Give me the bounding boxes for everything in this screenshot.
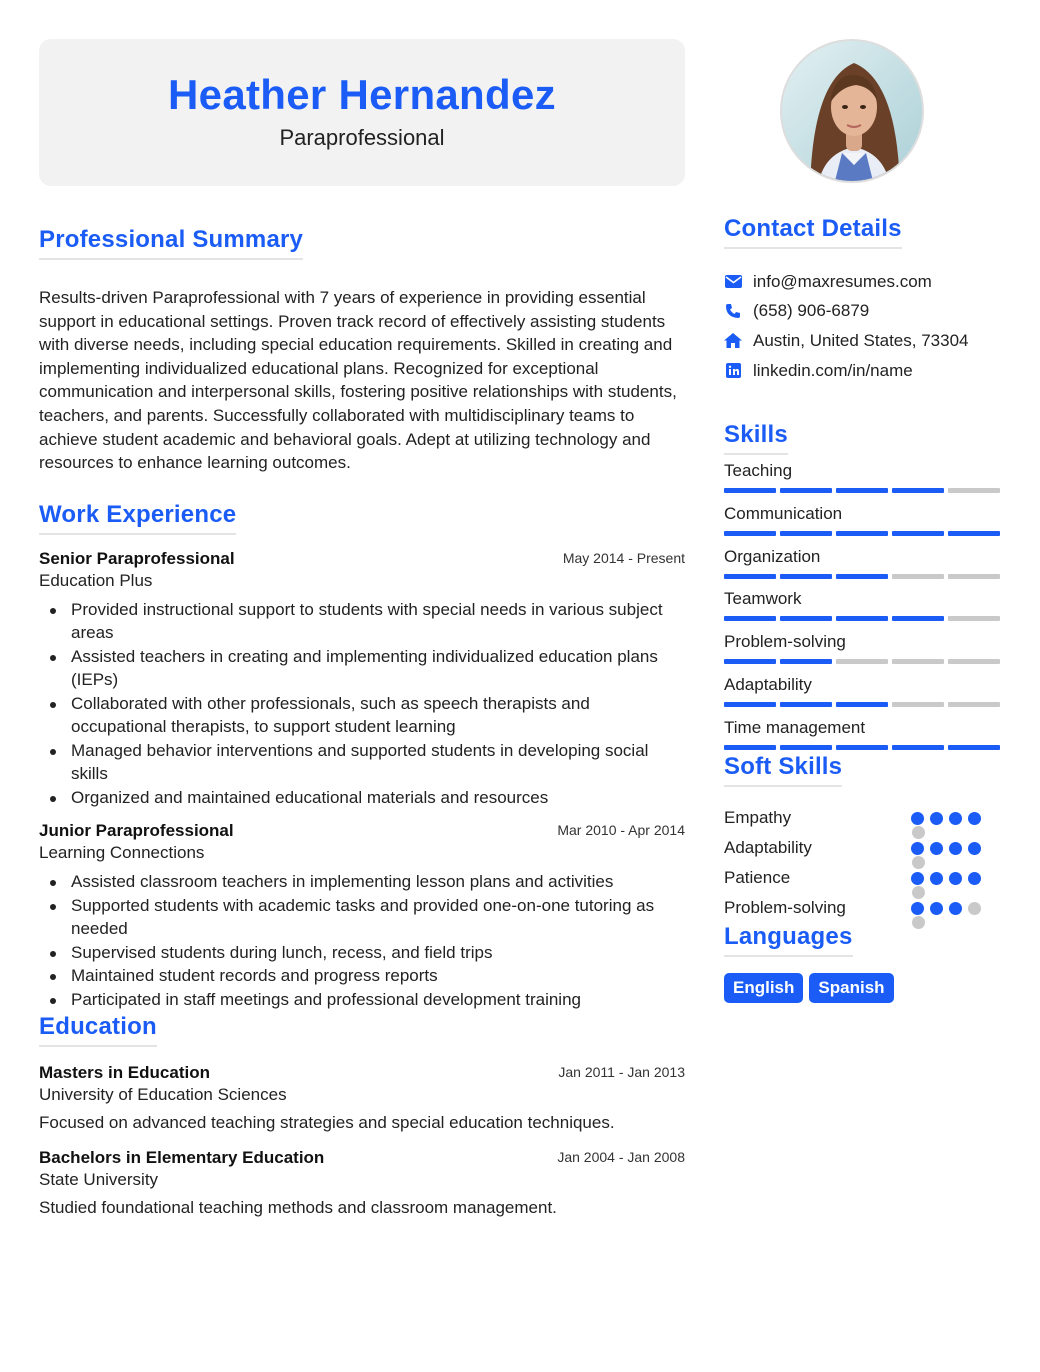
- rating-dot: [949, 902, 962, 915]
- education-dates: Jan 2011 - Jan 2013: [558, 1064, 685, 1081]
- soft-skill-item: [724, 863, 1000, 893]
- skill-level-segment: [836, 488, 888, 493]
- contact-address-text: Austin, United States, 73304: [753, 330, 969, 350]
- skill-item: [724, 455, 1000, 498]
- soft-skill-rating: [911, 902, 981, 915]
- skill-level-segment: [892, 574, 944, 579]
- contact-phone[interactable]: [724, 297, 1000, 327]
- education-description: Studied foundational teaching methods and classroom management.: [39, 1198, 557, 1218]
- degree-title: Masters in Education: [39, 1063, 210, 1083]
- skill-level-segment: [948, 659, 1000, 664]
- skill-level-segment: [836, 702, 888, 707]
- summary-heading: Professional Summary: [39, 226, 303, 260]
- job-bullet: Assisted teachers in creating and implementing individualized education plans (IEPs): [71, 645, 685, 692]
- skill-level-segment: [780, 702, 832, 707]
- skill-level-segment: [948, 488, 1000, 493]
- main-column: [39, 39, 685, 1218]
- skill-level-segment: [724, 745, 776, 750]
- skill-name: Teamwork: [724, 589, 802, 609]
- job-company: Education Plus: [39, 570, 153, 590]
- skill-item: [724, 498, 1000, 541]
- job-bullet: Participated in staff meetings and professional development training: [71, 988, 685, 1012]
- languages-list: [724, 973, 1000, 1003]
- contact-email-text: info@maxresumes.com: [753, 271, 932, 291]
- soft-skill-item: [724, 833, 1000, 863]
- skill-level-segment: [724, 659, 776, 664]
- side-column: [724, 39, 1000, 1003]
- skill-level-segment: [892, 702, 944, 707]
- soft-skill-name: Problem-solving: [724, 898, 846, 918]
- language-badge: Spanish: [809, 973, 893, 1003]
- skill-level-segment: [892, 531, 944, 536]
- portrait-illustration: [782, 41, 924, 183]
- job-bullets: [39, 598, 685, 810]
- job-bullet: Supported students with academic tasks and provided one-on-one tutoring as needed: [71, 894, 685, 941]
- profile-photo: [780, 39, 924, 183]
- skill-level-bar: [724, 745, 1000, 750]
- skill-level-segment: [724, 488, 776, 493]
- soft-skill-item: [724, 803, 1000, 833]
- job-bullet: Assisted classroom teachers in implementing lesson plans and activities: [71, 870, 685, 894]
- soft-skill-rating: [911, 872, 981, 885]
- education-dates: Jan 2004 - Jan 2008: [557, 1149, 685, 1166]
- rating-dot: [911, 812, 924, 825]
- rating-dot: [949, 812, 962, 825]
- work-heading: Work Experience: [39, 501, 236, 535]
- skill-level-segment: [836, 745, 888, 750]
- skill-level-segment: [892, 488, 944, 493]
- skill-item: [724, 712, 1000, 755]
- skill-level-segment: [948, 616, 1000, 621]
- skill-level-bar: [724, 659, 1000, 664]
- languages-heading: Languages: [724, 923, 853, 957]
- contact-email[interactable]: [724, 267, 1000, 297]
- skill-name: Time management: [724, 717, 866, 737]
- skill-level-segment: [780, 574, 832, 579]
- education-description: Focused on advanced teaching strategies and special education techniques.: [39, 1113, 615, 1133]
- soft-skills-heading: Soft Skills: [724, 753, 842, 787]
- envelope-icon: [724, 273, 742, 291]
- job-title: Junior Paraprofessional: [39, 821, 234, 841]
- skill-level-bar: [724, 574, 1000, 579]
- soft-skill-rating: [911, 812, 981, 825]
- skill-item: [724, 583, 1000, 626]
- skill-level-segment: [780, 745, 832, 750]
- job-company: Learning Connections: [39, 843, 205, 863]
- school-name: State University: [39, 1170, 159, 1190]
- job-bullet: Provided instructional support to students with special needs in various subject areas: [71, 598, 685, 645]
- home-icon: [724, 332, 742, 350]
- job-bullet: Managed behavior interventions and supported students in developing social skills: [71, 739, 685, 786]
- rating-dot: [968, 902, 981, 915]
- skill-name: Communication: [724, 504, 843, 524]
- soft-skill-name: Patience: [724, 868, 791, 888]
- job-dates: Mar 2010 - Apr 2014: [557, 822, 685, 839]
- contact-list: [724, 267, 1000, 385]
- rating-dot: [930, 842, 943, 855]
- job-dates: May 2014 - Present: [562, 549, 685, 566]
- skill-level-segment: [780, 531, 832, 536]
- skill-level-segment: [836, 574, 888, 579]
- skill-level-segment: [724, 574, 776, 579]
- job-bullet: Organized and maintained educational materials and resources: [71, 786, 685, 810]
- skill-level-segment: [780, 616, 832, 621]
- contact-linkedin[interactable]: [724, 356, 1000, 386]
- soft-skill-name: Adaptability: [724, 838, 812, 858]
- job-bullet: Maintained student records and progress reports: [71, 964, 685, 988]
- skill-item: [724, 669, 1000, 712]
- job-bullet: Supervised students during lunch, recess, and field trips: [71, 941, 685, 965]
- skill-level-segment: [836, 659, 888, 664]
- skills-heading: Skills: [724, 421, 788, 455]
- skill-level-segment: [724, 531, 776, 536]
- rating-dot: [949, 842, 962, 855]
- education-heading: Education: [39, 1013, 157, 1047]
- job-entry: [39, 549, 685, 810]
- skill-level-bar: [724, 616, 1000, 621]
- skill-level-segment: [892, 659, 944, 664]
- skill-name: Teaching: [724, 461, 793, 481]
- skill-level-bar: [724, 488, 1000, 493]
- rating-dot: [930, 872, 943, 885]
- rating-dot: [911, 842, 924, 855]
- skill-level-segment: [892, 616, 944, 621]
- soft-skill-item: [724, 893, 1000, 923]
- rating-dot: [968, 842, 981, 855]
- summary-text: Results-driven Paraprofessional with 7 years of experience in providing essential support in educational settings. Proven track record of effectively assisting students with diverse needs, including special education requirements. Skilled in creating and implementing individualized educational plans. Recognized for exceptional communication and interpersonal skills, fostering positive relationships with students, teachers, and parents. Successfully collaborated with multidisciplinary teams to achieve student academic and behavioral goals. Adept at utilizing technology and resources to enhance learning outcomes.: [39, 288, 677, 473]
- skill-name: Organization: [724, 546, 821, 566]
- skill-level-segment: [948, 702, 1000, 707]
- school-name: University of Education Sciences: [39, 1085, 287, 1105]
- skill-level-segment: [836, 531, 888, 536]
- rating-dot: [911, 872, 924, 885]
- soft-skills-list: [724, 803, 1000, 923]
- skill-level-bar: [724, 531, 1000, 536]
- contact-heading: Contact Details: [724, 215, 902, 249]
- skill-level-bar: [724, 702, 1000, 707]
- soft-skill-rating: [911, 842, 981, 855]
- job-entry: [39, 821, 685, 1011]
- education-entry: [39, 1063, 685, 1133]
- skill-level-segment: [836, 616, 888, 621]
- job-bullets: [39, 870, 685, 1011]
- rating-dot: [949, 872, 962, 885]
- skill-name: Adaptability: [724, 674, 812, 694]
- candidate-name: Heather Hernandez: [168, 71, 556, 118]
- skill-level-segment: [948, 531, 1000, 536]
- education-entry: [39, 1148, 685, 1218]
- skill-item: [724, 626, 1000, 669]
- skill-level-segment: [948, 745, 1000, 750]
- contact-address: [724, 326, 1000, 356]
- skill-level-segment: [780, 488, 832, 493]
- rating-dot: [930, 902, 943, 915]
- rating-dot: [930, 812, 943, 825]
- skill-level-segment: [948, 574, 1000, 579]
- job-title: Senior Paraprofessional: [39, 548, 235, 568]
- degree-title: Bachelors in Elementary Education: [39, 1148, 325, 1168]
- linkedin-icon: [724, 362, 742, 380]
- rating-dot: [911, 902, 924, 915]
- language-badge: English: [724, 973, 803, 1003]
- candidate-role: Paraprofessional: [279, 125, 445, 150]
- skill-level-segment: [892, 745, 944, 750]
- skills-list: [724, 455, 1000, 754]
- skill-level-segment: [724, 702, 776, 707]
- rating-dot: [968, 812, 981, 825]
- contact-linkedin-text: linkedin.com/in/name: [753, 360, 913, 380]
- job-bullet: Collaborated with other professionals, such as speech therapists and occupational therapists, to support student learning: [71, 692, 685, 739]
- skill-item: [724, 541, 1000, 584]
- header-card: [39, 39, 685, 186]
- contact-phone-text: (658) 906-6879: [753, 301, 870, 321]
- skill-name: Problem-solving: [724, 632, 846, 652]
- rating-dot: [968, 872, 981, 885]
- soft-skill-name: Empathy: [724, 808, 792, 828]
- skill-level-segment: [780, 659, 832, 664]
- phone-icon: [724, 302, 742, 320]
- skill-level-segment: [724, 616, 776, 621]
